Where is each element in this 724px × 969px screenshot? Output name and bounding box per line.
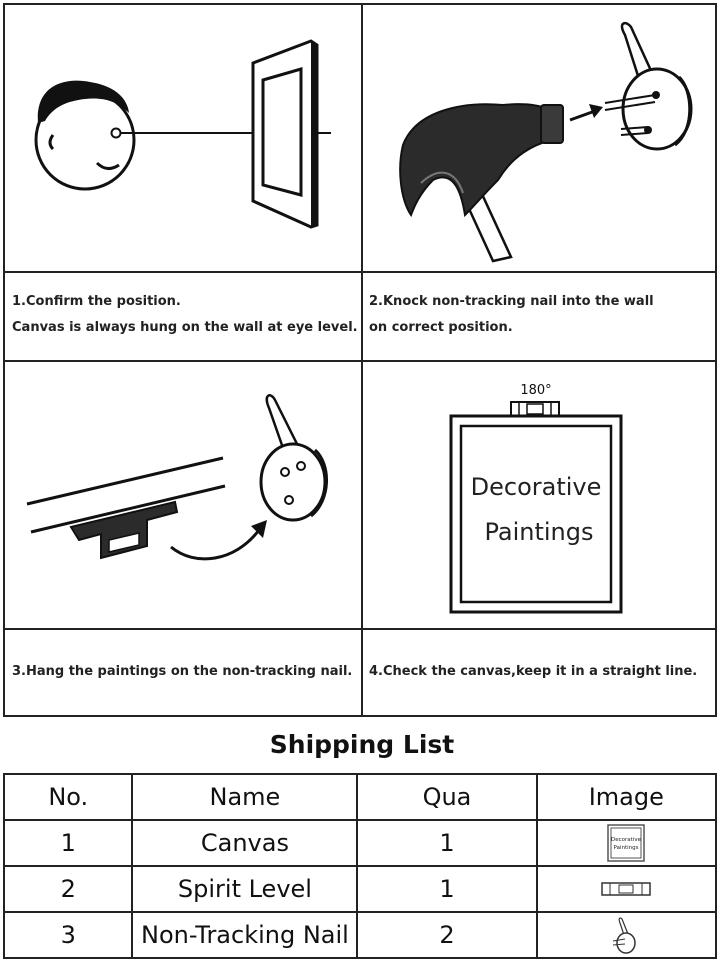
shipping-table (3, 773, 717, 959)
canvas-thumbnail-icon (606, 823, 646, 863)
header-image: Image (537, 774, 716, 820)
table-row (4, 912, 716, 958)
table-row (4, 866, 716, 912)
header-qty: Qua (357, 774, 536, 820)
arrow-right-icon (570, 104, 603, 120)
grid-divider-3 (5, 628, 715, 630)
step1-illustration (5, 5, 361, 271)
spirit-level-icon (511, 402, 559, 416)
row-qty: 1 (357, 820, 536, 866)
arrow-curved-icon (171, 520, 267, 559)
row-image (537, 820, 716, 866)
step3-caption: 3.Hang the paintings on the non-tracking nail. (12, 664, 353, 679)
painting-text-line2: Paintings (484, 518, 594, 546)
step3-illustration (5, 362, 361, 628)
row-image (537, 912, 716, 958)
row-name: Non-Tracking Nail (132, 912, 357, 958)
step1-caption (12, 289, 358, 341)
step2-caption (369, 289, 654, 341)
step1-title: 1.Confirm the position. (12, 294, 181, 309)
step2-title: 2.Knock non-tracking nail into the wall (369, 294, 654, 309)
instruction-grid (3, 3, 717, 717)
face-icon (36, 81, 134, 189)
level-angle-label: 180° (520, 383, 552, 398)
step2-illustration (363, 5, 715, 271)
row-no: 3 (4, 912, 132, 958)
shipping-list-title: Shipping List (269, 730, 455, 759)
header-no: No. (4, 774, 132, 820)
nail-hook-icon (261, 395, 327, 520)
row-no: 2 (4, 866, 132, 912)
grid-divider-1 (5, 271, 715, 273)
nail-hook-icon (605, 23, 691, 149)
hammer-icon (400, 104, 563, 261)
row-name: Spirit Level (132, 866, 357, 912)
step4-illustration (363, 362, 715, 628)
frame-top-edge (27, 458, 223, 504)
step4-caption: 4.Check the canvas,keep it in a straight line. (369, 664, 698, 679)
thumb-text-line2: Paintings (613, 845, 639, 851)
painting-text-line1: Decorative (470, 473, 602, 501)
header-name: Name (132, 774, 357, 820)
row-qty: 2 (357, 912, 536, 958)
spirit-level-thumbnail-icon (600, 879, 652, 899)
thumb-text-line1: Decorative (611, 837, 642, 843)
row-no: 1 (4, 820, 132, 866)
step1-text: Canvas is always hung on the wall at eye level. (12, 320, 358, 335)
table-header-row (4, 774, 716, 820)
table-row (4, 820, 716, 866)
step2-text: on correct position. (369, 320, 513, 335)
row-image (537, 866, 716, 912)
row-name: Canvas (132, 820, 357, 866)
row-qty: 1 (357, 866, 536, 912)
picture-frame-icon (253, 41, 317, 227)
nail-thumbnail-icon (611, 915, 641, 955)
painting-frame-icon (451, 416, 621, 612)
